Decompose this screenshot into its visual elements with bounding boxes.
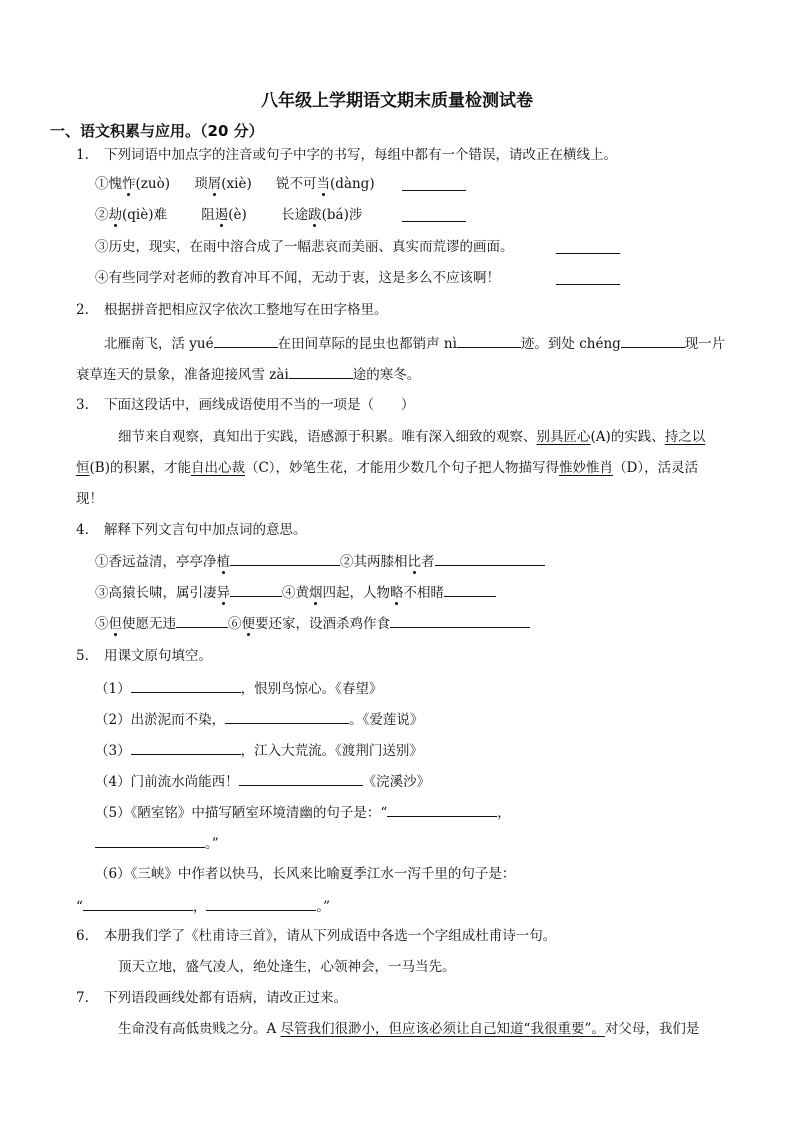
answer-blank[interactable] [402, 206, 466, 222]
q2-line-2: 衰草连天的景象，准备迎接风雪 zài 途的寒冬。 [76, 363, 420, 385]
question-stem: 下列语段画线处都有语病，请改正过来。 [104, 990, 347, 1006]
answer-blank[interactable] [556, 238, 620, 254]
answer-blank[interactable] [230, 581, 282, 597]
q6-line-1: 顶天立地，盛气凌人，绝处逢生，心领神会，一马当先。 [118, 959, 456, 975]
answer-blank[interactable] [444, 581, 496, 597]
question-number: 6. [76, 928, 89, 944]
q5-item-6-cont: “ ， 。” [76, 895, 330, 917]
q2-line-1: 北雁南飞，活 yué 在田间草际的昆虫也都销声 nì 迹。到处 chéng 现一片 [104, 332, 725, 354]
q5-item-6: （6）《三峡》中作者以快马，长风来比喻夏季江水一泻千里的句子是： [95, 866, 516, 882]
question-number: 3. [76, 397, 89, 413]
answer-blank[interactable] [387, 801, 497, 817]
question-stem: 下面这段话中，画线成语使用不当的一项是（ ） [104, 397, 415, 413]
answer-blank[interactable] [131, 677, 241, 693]
answer-blank[interactable] [83, 895, 193, 911]
answer-blank[interactable] [206, 895, 316, 911]
q7-line-1: 生命没有高低贵贱之分。A 尽管我们很渺小，但应该必须让自己知道“我很重要”。对父母，我们是 [118, 1021, 700, 1037]
q1-row-4: ④有些同学对老师的教育冲耳不闻，无动于衷，这是多么不应该啊！ [95, 270, 500, 286]
answer-blank[interactable] [556, 269, 620, 285]
q4-row-3: ⑤但使愿无违 ⑥便要还家，设酒杀鸡作食 [95, 612, 530, 634]
q5-item-1: （1） ，恨别鸟惊心。《春望》 [95, 677, 382, 699]
q4-row-1: ①香远益清，亭亭净植 ②其两膝相比者 [95, 550, 545, 572]
answer-blank[interactable] [225, 708, 349, 724]
question-number: 5. [76, 648, 89, 664]
q5-item-4: （4）门前流水尚能西！ 《浣溪沙》 [95, 770, 430, 792]
question-stem: 用课文原句填空。 [104, 648, 212, 664]
section-heading: 一、语文积累与应用。（20 分） [50, 122, 264, 140]
q3-line-1: 细节来自观察，真知出于实践，语感源于积累。唯有深入细致的观察、别具匠心(A)的实践、持之以 [118, 429, 706, 445]
answer-blank[interactable] [390, 612, 530, 628]
question-stem: 下列词语中加点字的注音或句子中字的书写，每组中都有一个错误，请改正在横线上。 [104, 147, 617, 163]
question-stem: 根据拼音把相应汉字依次工整地写在田字格里。 [104, 302, 388, 318]
q1-row-3: ③历史，现实，在雨中溶合成了一幅悲哀而美丽、真实而荒谬的画面。 [95, 239, 514, 255]
answer-blank[interactable] [176, 612, 228, 628]
answer-blank[interactable] [402, 175, 466, 191]
q5-item-2: （2）出淤泥而不染， 。《爱莲说》 [95, 708, 423, 730]
answer-blank[interactable] [239, 770, 363, 786]
question-number: 1. [76, 147, 89, 163]
q5-item-3: （3） ，江入大荒流。《渡荆门送别》 [95, 739, 423, 761]
q4-row-2: ③高猿长啸，属引凄异 ④黄烟四起，人物略不相睹 [95, 581, 496, 603]
question-number: 7. [76, 990, 89, 1006]
answer-blank[interactable] [131, 739, 241, 755]
q1-row-2: ②劫(qiè)难 阻遏(è) 长途跋(bá)涉 [95, 207, 363, 223]
q3-line-2: 恒(B)的积累，才能自出心裁（C），妙笔生花，才能用少数几个句子把人物描写得惟妙惟肖（D），活灵活 [76, 460, 699, 476]
answer-blank[interactable] [214, 332, 278, 348]
question-number: 2. [76, 302, 89, 318]
exam-title: 八年级上学期语文期末质量检测试卷 [261, 91, 533, 111]
q3-line-3: 现！ [76, 491, 103, 507]
answer-blank[interactable] [457, 332, 521, 348]
answer-blank[interactable] [289, 363, 353, 379]
q5-item-5: （5）《陋室铭》中描写陋室环境清幽的句子是：“ ， [95, 801, 511, 823]
question-stem: 本册我们学了《杜甫诗三首》，请从下列成语中各选一个字组成杜甫诗一句。 [104, 928, 557, 944]
question-stem: 解释下列文言句中加点词的意思。 [104, 522, 307, 538]
answer-blank[interactable] [621, 332, 685, 348]
answer-blank[interactable] [230, 550, 340, 566]
answer-blank[interactable] [435, 550, 545, 566]
question-number: 4. [76, 522, 89, 538]
q1-row-1: ①愧怍(zuò) 琐屑(xiè) 锐不可当(dàng) [95, 176, 375, 192]
q5-item-5-cont: 。” [95, 832, 219, 854]
answer-blank[interactable] [95, 832, 205, 848]
